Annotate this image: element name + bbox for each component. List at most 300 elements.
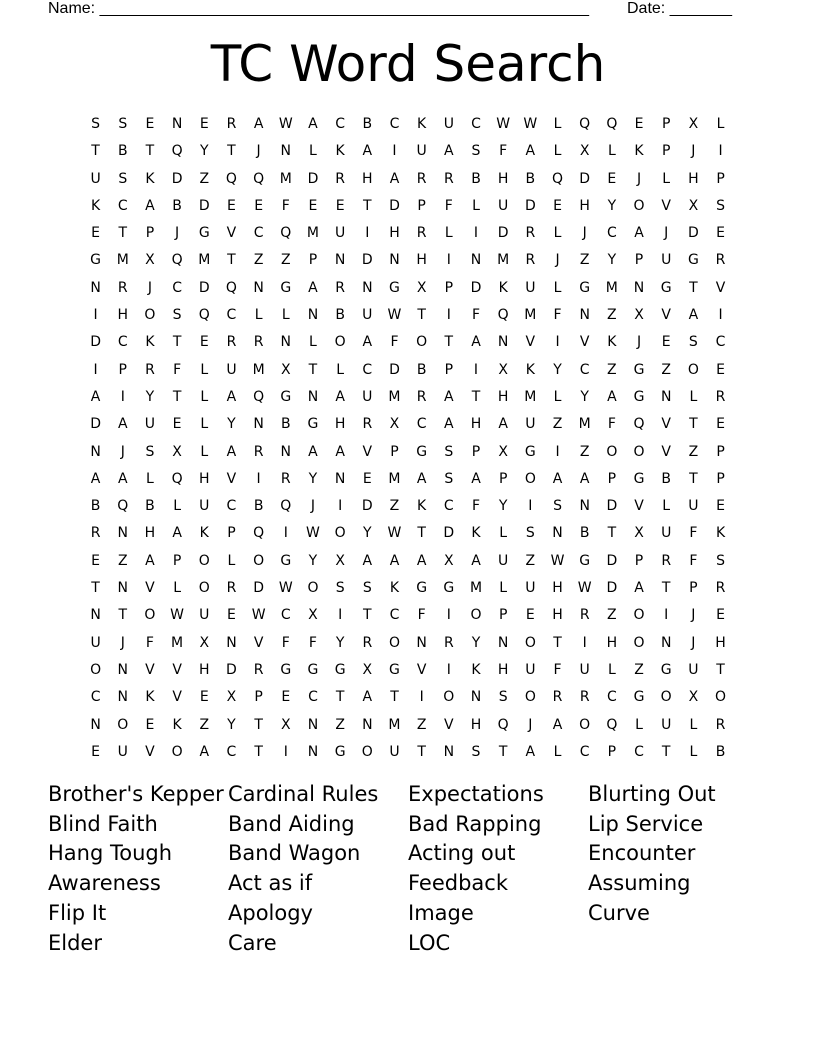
grid-cell: S: [498, 689, 508, 706]
grid-cell: R: [443, 634, 454, 651]
grid-cell: O: [334, 334, 346, 351]
grid-cell: N: [497, 634, 509, 651]
grid-cell: T: [444, 334, 454, 351]
grid-cell: G: [198, 225, 210, 242]
grid-cell: H: [715, 634, 726, 651]
grid-cell: T: [145, 143, 155, 160]
grid-cell: Y: [363, 525, 372, 542]
grid-cell: Q: [225, 279, 237, 296]
grid-cell: B: [471, 170, 481, 187]
grid-cell: Z: [607, 607, 617, 624]
grid-cell: L: [607, 143, 616, 160]
grid-cell: Q: [497, 716, 509, 733]
grid-cell: X: [335, 552, 345, 569]
grid-cell: R: [525, 252, 536, 269]
grid-cell: J: [147, 279, 152, 296]
grid-cell: T: [417, 525, 426, 542]
grid-cell: D: [470, 279, 482, 296]
grid-cell: D: [497, 225, 509, 242]
grid-cell: A: [90, 470, 101, 487]
grid-cell: C: [634, 743, 644, 760]
grid-cell: S: [145, 443, 155, 460]
grid-cell: N: [470, 689, 482, 706]
grid-cell: F: [308, 634, 317, 651]
grid-cell: A: [634, 225, 644, 242]
grid-cell: E: [716, 607, 725, 624]
grid-cell: R: [715, 388, 726, 405]
grid-cell: L: [553, 225, 562, 242]
grid-cell: N: [90, 279, 101, 296]
grid-cell: T: [607, 525, 617, 542]
grid-cell: Q: [225, 170, 237, 187]
grid-cell: I: [283, 743, 288, 760]
grid-cell: Z: [552, 416, 563, 433]
grid-cell: T: [335, 689, 345, 706]
word-list-item: Lip Service: [588, 811, 704, 836]
grid-cell: A: [444, 388, 454, 405]
grid-row: [82, 332, 734, 359]
grid-cell: D: [443, 525, 455, 542]
grid-cell: H: [470, 416, 482, 433]
grid-cell: H: [416, 252, 427, 269]
grid-cell: P: [716, 170, 725, 187]
grid-cell: L: [499, 525, 508, 542]
grid-cell: C: [172, 279, 182, 296]
grid-cell: A: [634, 580, 644, 597]
grid-row: [82, 633, 734, 660]
grid-cell: L: [553, 388, 562, 405]
grid-cell: C: [90, 689, 101, 706]
grid-cell: E: [145, 716, 155, 733]
grid-cell: R: [715, 716, 726, 733]
grid-row: [82, 305, 734, 332]
grid-cell: M: [497, 252, 510, 269]
grid-cell: Y: [335, 634, 345, 651]
grid-cell: A: [525, 743, 536, 760]
grid-cell: A: [552, 470, 563, 487]
grid-cell: A: [525, 143, 536, 160]
grid-cell: M: [279, 170, 292, 187]
grid-cell: I: [338, 607, 343, 624]
word-list-item: Cardinal Rules: [228, 782, 379, 806]
grid-cell: L: [607, 661, 616, 678]
grid-cell: T: [118, 607, 128, 624]
grid-cell: R: [335, 170, 345, 187]
grid-cell: N: [280, 443, 292, 460]
date-field: Date: _______: [627, 0, 732, 17]
grid-cell: M: [306, 225, 319, 242]
grid-cell: O: [307, 580, 319, 597]
grid-cell: H: [606, 634, 618, 651]
grid-cell: J: [636, 334, 642, 351]
grid-cell: O: [470, 607, 482, 624]
grid-cell: X: [280, 716, 291, 733]
grid-cell: D: [524, 197, 536, 214]
grid-cell: H: [470, 716, 482, 733]
grid-cell: T: [471, 388, 481, 405]
grid-cell: L: [689, 388, 698, 405]
grid-cell: U: [688, 498, 699, 515]
grid-cell: V: [525, 334, 536, 351]
grid-cell: L: [254, 307, 263, 324]
grid-cell: R: [90, 525, 101, 542]
grid-cell: A: [471, 552, 481, 569]
grid-row: [82, 387, 734, 414]
word-list-item: LOC: [408, 930, 451, 955]
grid-cell: H: [144, 525, 156, 542]
grid-cell: E: [145, 116, 155, 132]
grid-cell: C: [471, 116, 481, 132]
grid-cell: Q: [606, 716, 618, 733]
grid-cell: N: [334, 470, 346, 487]
word-list-item: Blind Faith: [48, 811, 158, 836]
grid-cell: U: [144, 416, 156, 433]
grid-cell: M: [469, 580, 483, 597]
grid-cell: C: [308, 689, 318, 706]
grid-cell: T: [172, 334, 182, 351]
grid-cell: F: [281, 634, 290, 651]
grid-cell: H: [199, 470, 210, 487]
grid-cell: O: [388, 634, 400, 651]
grid-cell: U: [525, 416, 536, 433]
grid-cell: Z: [280, 252, 291, 269]
grid-cell: N: [307, 716, 319, 733]
word-list-item: Elder: [48, 930, 102, 955]
grid-cell: A: [308, 443, 318, 460]
grid-cell: R: [416, 170, 427, 187]
grid-cell: E: [716, 498, 725, 515]
grid-cell: A: [117, 470, 128, 487]
grid-cell: C: [280, 607, 291, 624]
grid-cell: T: [308, 361, 318, 378]
grid-cell: O: [334, 525, 346, 542]
grid-cell: O: [198, 580, 210, 597]
grid-cell: X: [226, 689, 237, 706]
grid-cell: L: [173, 580, 181, 597]
grid-cell: L: [635, 716, 643, 733]
grid-cell: O: [524, 689, 536, 706]
grid-cell: V: [416, 661, 427, 678]
grid-cell: U: [199, 498, 210, 515]
grid-cell: P: [689, 580, 698, 597]
grid-cell: G: [633, 388, 645, 405]
grid-cell: R: [525, 225, 536, 242]
grid-cell: Z: [607, 307, 617, 324]
grid-cell: A: [607, 388, 617, 405]
grid-cell: J: [120, 443, 125, 460]
grid-cell: B: [145, 498, 155, 515]
grid-cell: Z: [661, 361, 671, 378]
grid-cell: R: [253, 443, 264, 460]
grid-cell: N: [362, 716, 373, 733]
grid-cell: L: [689, 743, 698, 760]
grid-cell: F: [471, 307, 481, 324]
grid-cell: K: [471, 661, 481, 678]
grid-cell: G: [280, 661, 292, 678]
grid-cell: C: [389, 607, 400, 624]
grid-cell: Z: [335, 716, 345, 733]
grid-cell: N: [660, 388, 672, 405]
grid-cell: P: [145, 225, 155, 242]
grid-cell: U: [90, 634, 101, 651]
grid-cell: P: [498, 470, 508, 487]
grid-cell: L: [146, 470, 154, 487]
grid-cell: U: [199, 607, 210, 624]
grid-cell: R: [226, 116, 237, 132]
grid-cell: D: [606, 552, 618, 569]
grid-cell: I: [473, 225, 479, 242]
grid-cell: O: [633, 634, 645, 651]
grid-cell: E: [553, 197, 562, 214]
grid-cell: O: [144, 607, 156, 624]
grid-row: [82, 742, 734, 769]
grid-cell: T: [417, 307, 426, 324]
grid-cell: B: [280, 416, 291, 433]
word-list-item: Flip It: [48, 900, 107, 925]
grid-cell: M: [116, 252, 129, 269]
grid-cell: Q: [551, 170, 564, 187]
grid-cell: B: [172, 197, 182, 214]
grid-cell: I: [446, 307, 451, 324]
grid-cell: N: [579, 498, 590, 515]
grid-cell: K: [90, 197, 101, 214]
grid-cell: N: [117, 580, 128, 597]
grid-cell: S: [362, 580, 372, 597]
grid-cell: D: [606, 580, 618, 597]
grid-cell: O: [253, 552, 265, 569]
grid-cell: N: [334, 252, 346, 269]
grid-cell: S: [91, 116, 101, 132]
grid-cell: O: [579, 716, 591, 733]
grid-cell: C: [606, 689, 617, 706]
grid-cell: G: [389, 279, 400, 296]
grid-cell: M: [388, 470, 401, 487]
grid-cell: L: [444, 225, 453, 242]
grid-cell: Y: [199, 143, 209, 160]
grid-cell: L: [281, 307, 290, 324]
grid-cell: W: [251, 607, 266, 624]
grid-cell: O: [198, 552, 210, 569]
grid-cell: X: [389, 416, 400, 433]
grid-row: [82, 578, 734, 605]
word-list-item: Hang Tough: [48, 841, 173, 866]
grid-cell: N: [90, 716, 101, 733]
grid-row: [82, 278, 734, 305]
grid-cell: N: [389, 252, 400, 269]
grid-cell: E: [199, 334, 209, 351]
grid-cell: A: [362, 143, 373, 160]
grid-cell: K: [417, 116, 427, 132]
grid-cell: X: [498, 361, 508, 378]
grid-cell: V: [253, 634, 264, 651]
grid-row: [82, 250, 734, 277]
grid-cell: U: [498, 552, 509, 569]
grid-cell: N: [307, 307, 319, 324]
grid-cell: V: [145, 661, 155, 678]
grid-cell: E: [607, 170, 617, 187]
grid-cell: V: [634, 498, 644, 515]
grid-cell: C: [416, 416, 427, 433]
grid-cell: A: [389, 552, 400, 569]
grid-cell: X: [688, 197, 699, 214]
grid-cell: N: [307, 388, 319, 405]
grid-cell: V: [362, 443, 373, 460]
grid-cell: N: [117, 525, 128, 542]
grid-cell: C: [579, 743, 590, 760]
grid-cell: N: [280, 143, 292, 160]
grid-cell: A: [416, 552, 427, 569]
grid-cell: G: [280, 388, 292, 405]
grid-cell: Q: [117, 498, 129, 515]
grid-cell: N: [253, 279, 264, 296]
grid-cell: C: [226, 498, 237, 515]
grid-cell: W: [387, 525, 402, 542]
grid-cell: M: [578, 416, 591, 433]
grid-cell: Q: [633, 416, 645, 433]
grid-cell: V: [172, 661, 182, 678]
grid-cell: K: [145, 689, 155, 706]
grid-cell: C: [253, 225, 264, 242]
grid-cell: O: [171, 743, 183, 760]
grid-cell: K: [525, 361, 535, 378]
grid-cell: F: [444, 197, 453, 214]
grid-cell: X: [308, 607, 318, 624]
grid-cell: U: [362, 388, 373, 405]
grid-cell: G: [660, 661, 672, 678]
grid-cell: C: [362, 361, 373, 378]
grid-cell: R: [335, 279, 345, 296]
grid-cell: M: [171, 634, 184, 651]
grid-cell: I: [528, 498, 533, 515]
grid-cell: J: [664, 225, 669, 242]
word-list-item: Awareness: [48, 871, 161, 896]
word-list-item: Encounter: [588, 841, 696, 866]
grid-cell: A: [579, 470, 590, 487]
grid-cell: N: [416, 634, 427, 651]
grid-cell: N: [307, 743, 319, 760]
grid-cell: B: [362, 116, 373, 132]
grid-cell: N: [117, 689, 128, 706]
grid-cell: P: [498, 607, 508, 624]
grid-cell: E: [308, 197, 318, 214]
grid-cell: Y: [145, 388, 155, 405]
grid-cell: X: [688, 116, 699, 132]
grid-cell: B: [525, 170, 536, 187]
grid-cell: D: [198, 279, 210, 296]
grid-cell: C: [715, 334, 726, 351]
grid-cell: H: [497, 170, 509, 187]
grid-cell: A: [335, 443, 345, 460]
grid-cell: F: [417, 607, 426, 624]
grid-cell: G: [416, 580, 428, 597]
grid-cell: A: [117, 416, 128, 433]
grid-cell: Z: [525, 552, 536, 569]
grid-row: [82, 605, 734, 632]
grid-row: [82, 442, 734, 469]
grid-cell: O: [416, 334, 428, 351]
grid-cell: E: [335, 197, 345, 214]
grid-cell: T: [254, 716, 263, 733]
grid-cell: L: [662, 170, 671, 187]
word-list-item: Acting out: [408, 841, 516, 866]
grid-cell: Q: [253, 388, 265, 405]
grid-cell: D: [606, 498, 618, 515]
grid-cell: C: [579, 361, 590, 378]
grid-cell: B: [416, 361, 427, 378]
grid-cell: U: [661, 716, 672, 733]
grid-cell: S: [335, 580, 345, 597]
grid-cell: O: [524, 470, 536, 487]
grid-cell: R: [226, 334, 237, 351]
grid-cell: W: [577, 580, 592, 597]
grid-cell: J: [528, 716, 533, 733]
grid-cell: I: [283, 525, 288, 542]
grid-cell: R: [661, 552, 672, 569]
word-list-item: Care: [228, 930, 277, 955]
grid-cell: U: [661, 525, 672, 542]
grid-cell: I: [419, 689, 424, 706]
grid-cell: J: [691, 634, 696, 651]
grid-cell: R: [443, 170, 454, 187]
grid-cell: D: [687, 225, 699, 242]
grid-cell: Y: [227, 416, 236, 433]
grid-cell: I: [555, 334, 560, 351]
grid-cell: O: [633, 607, 645, 624]
grid-cell: E: [199, 689, 209, 706]
grid-row: [82, 223, 734, 250]
grid-cell: R: [362, 416, 373, 433]
grid-cell: K: [607, 334, 617, 351]
grid-row: [82, 360, 734, 387]
grid-cell: P: [607, 743, 617, 760]
grid-cell: K: [145, 334, 155, 351]
grid-cell: V: [715, 279, 726, 296]
grid-cell: P: [308, 252, 318, 269]
grid-cell: D: [253, 580, 264, 597]
grid-cell: V: [172, 689, 182, 706]
grid-cell: D: [361, 498, 373, 515]
grid-row: [82, 141, 734, 168]
grid-cell: G: [524, 443, 536, 460]
word-list-item: Band Wagon: [228, 841, 361, 866]
grid-cell: G: [334, 743, 346, 760]
grid-cell: J: [636, 170, 642, 187]
grid-cell: K: [498, 279, 508, 296]
grid-cell: F: [607, 416, 616, 433]
grid-cell: V: [226, 470, 237, 487]
grid-cell: L: [553, 743, 562, 760]
grid-cell: X: [199, 634, 210, 651]
grid-cell: A: [145, 197, 155, 214]
grid-cell: V: [661, 416, 671, 433]
grid-cell: S: [688, 334, 698, 351]
grid-cell: K: [471, 525, 481, 542]
grid-cell: I: [446, 607, 451, 624]
letter-grid: [82, 114, 734, 769]
grid-cell: T: [689, 416, 698, 433]
grid-cell: A: [335, 388, 345, 405]
grid-cell: W: [278, 580, 293, 597]
grid-cell: J: [582, 225, 587, 242]
grid-cell: E: [661, 334, 671, 351]
grid-cell: P: [172, 552, 182, 569]
grid-cell: W: [523, 116, 538, 132]
grid-cell: V: [226, 225, 237, 242]
grid-cell: W: [496, 116, 511, 132]
grid-cell: Z: [199, 716, 210, 733]
grid-cell: O: [90, 661, 102, 678]
grid-cell: S: [471, 743, 481, 760]
